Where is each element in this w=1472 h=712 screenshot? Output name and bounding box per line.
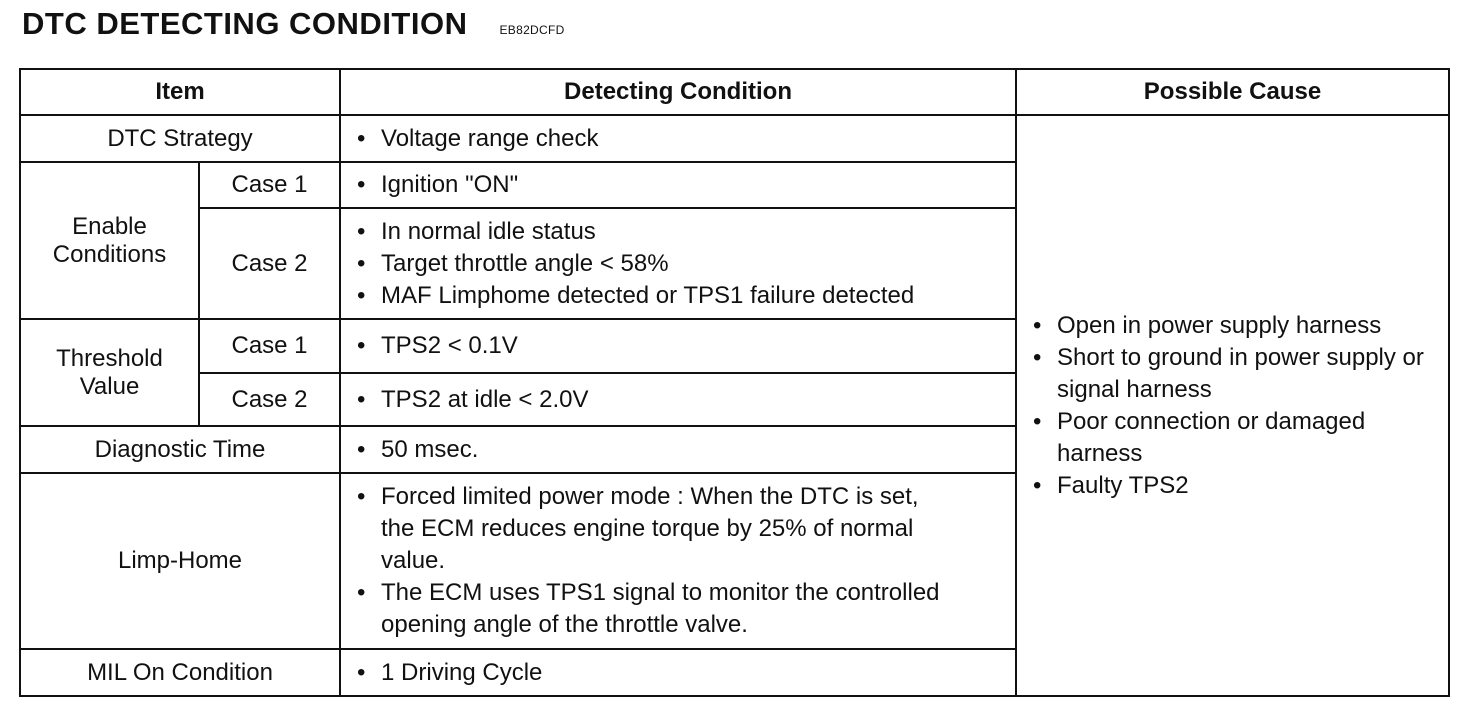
dtc-table [19,68,1450,697]
condition-limp-home [340,473,1016,649]
condition-diagnostic-time [340,426,1016,473]
condition-item: • Target throttle angle < 58% [351,248,1005,280]
item-diagnostic-time: Diagnostic Time [20,426,340,473]
condition-item: • MAF Limphome detected or TPS1 failure detected [351,280,1005,312]
condition-enable-case1 [340,162,1016,208]
cause-item: • Open in power supply harness [1027,310,1438,342]
condition-item: • The ECM uses TPS1 signal to monitor the controlled opening angle of the throttle valve. [351,577,945,641]
condition-dtc-strategy [340,115,1016,162]
condition-mil-on [340,649,1016,696]
condition-item: • TPS2 at idle < 2.0V [351,384,1005,416]
case-label: Case 1 [199,162,340,208]
item-dtc-strategy: DTC Strategy [20,115,340,162]
condition-item: • In normal idle status [351,216,1005,248]
case-label: Case 2 [199,373,340,426]
condition-item: • TPS2 < 0.1V [351,330,1005,362]
condition-item: • 1 Driving Cycle [351,657,1005,689]
table-row [20,115,1449,162]
cause-item: • Poor connection or damaged harness [1027,406,1438,470]
document-code: EB82DCFD [499,23,565,37]
header-item: Item [20,69,340,115]
title-row [22,6,565,42]
header-possible-cause: Possible Cause [1016,69,1449,115]
condition-item: • 50 msec. [351,434,1005,466]
condition-item: • Ignition "ON" [351,169,1005,201]
condition-enable-case2 [340,208,1016,319]
condition-item: • Voltage range check [351,123,1005,155]
cause-item: • Short to ground in power supply or signal harness [1027,342,1438,406]
condition-threshold-case2 [340,373,1016,426]
item-enable-conditions: Enable Conditions [20,162,199,319]
condition-item: • Forced limited power mode : When the DTC is set, the ECM reduces engine torque by 25% of normal value. [351,481,945,577]
page-title: DTC DETECTING CONDITION [22,6,468,41]
item-limp-home: Limp-Home [20,473,340,649]
table-header-row [20,69,1449,115]
condition-threshold-case1 [340,319,1016,373]
possible-cause-cell [1016,115,1449,696]
header-detecting-condition: Detecting Condition [340,69,1016,115]
case-label: Case 1 [199,319,340,373]
item-threshold-value: Threshold Value [20,319,199,426]
cause-item: • Faulty TPS2 [1027,470,1438,502]
case-label: Case 2 [199,208,340,319]
item-mil-on-condition: MIL On Condition [20,649,340,696]
